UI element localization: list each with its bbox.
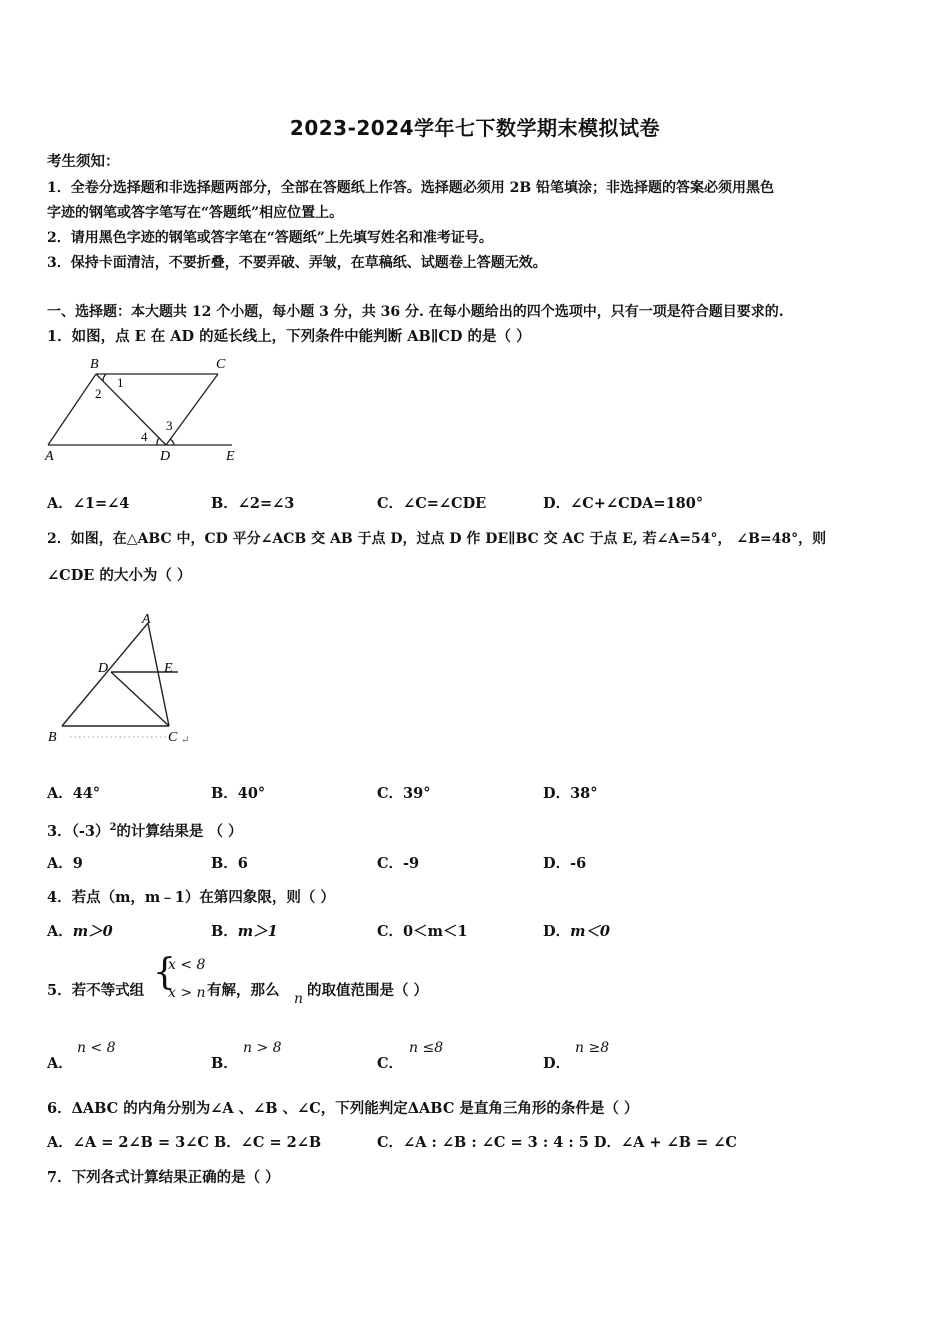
notice-line-2: 2．请用黑色字迹的钢笔或答字笔在“答题纸”上先填写姓名和准考证号。 [47, 230, 493, 246]
q6-stem: 6．ΔABC 的内角分别为∠A 、∠B 、∠C，下列能判定ΔABC 是直角三角形的条件是（ ） [47, 1100, 639, 1117]
q4-option-c [377, 922, 468, 942]
label-angle-4: 4 [141, 429, 148, 444]
q3-stem-a: 3．（-3） [47, 822, 110, 840]
notice-heading: 考生须知： [47, 153, 120, 170]
q1-option-c: C．∠C=∠CDE [377, 495, 487, 512]
label-angle-2: 2 [95, 386, 102, 401]
q6-options-cd: C．∠A : ∠B : ∠C = 3 : 4 : 5 D．∠A + ∠B = ∠C [377, 1134, 737, 1151]
q6-options-ab: A．∠A = 2∠B = 3∠C B．∠C = 2∠B [47, 1134, 322, 1151]
label-B: B [48, 730, 57, 745]
q5-brace: { [153, 952, 176, 993]
q1-option-a: A．∠1=∠4 [47, 495, 130, 512]
q2-stem-1: 2．如图，在△ABC 中，CD 平分∠ACB 交 AB 于点 D，过点 D 作 DE∥BC 交 AC 于点 E, 若∠A=54°， ∠B=48°，则 [47, 531, 827, 547]
angle-arc-1 [103, 374, 106, 381]
q1-stem: 1．如图，点 E 在 AD 的延长线上，下列条件中能判断 AB∥CD 的是（ ） [47, 328, 531, 345]
q1-figure [40, 352, 250, 467]
q3-stem-b: 的计算结果是 （ ） [116, 822, 243, 840]
q5-option-c-letter: C． [377, 1055, 404, 1072]
section-heading: 一、选择题：本大题共 12 个小题，每小题 3 分，共 36 分. 在每小题给出的四个选项中，只有一项是符合题目要求的. [47, 304, 784, 320]
label-E: E [226, 449, 235, 464]
q4-option-b [211, 922, 278, 942]
line-AB [48, 374, 96, 445]
q4-option-c-value: 0＜m＜1 [403, 923, 468, 940]
label-A: A [142, 612, 151, 627]
q4-option-c-letter: C． [377, 923, 404, 940]
q5-option-c-value: n ≤8 [409, 1040, 444, 1056]
q3-exponent: 2 [109, 822, 117, 833]
label-D: D [160, 449, 171, 464]
q5-option-b-letter: B． [211, 1055, 238, 1072]
q3-option-b: B．6 [211, 855, 248, 872]
angle-arc-3 [170, 439, 174, 445]
q5-inequality-2: x > n [168, 985, 206, 1001]
q3-stem [47, 818, 243, 842]
q4-option-d-letter: D． [543, 923, 571, 940]
label-angle-3: 3 [166, 418, 173, 433]
q5-variable-n: n [294, 991, 304, 1007]
q1-option-d: D．∠C+∠CDA=180° [543, 495, 704, 512]
q5-option-b-value: n > 8 [243, 1040, 282, 1056]
q2-option-b: B．40° [211, 785, 266, 802]
angle-arc-4 [157, 438, 159, 445]
q4-option-d-value: m＜0 [570, 923, 611, 940]
q3-option-a: A．9 [47, 855, 83, 872]
label-C: C [168, 730, 178, 745]
q5-option-a-value: n < 8 [77, 1040, 116, 1056]
label-D: D [98, 661, 109, 676]
return-mark: ↵ [181, 735, 190, 746]
q5-option-a-letter: A． [47, 1055, 73, 1072]
label-C: C [216, 357, 226, 372]
q4-option-a-letter: A． [47, 923, 73, 940]
q2-option-d: D．38° [543, 785, 598, 802]
q4-option-d [543, 922, 610, 942]
q3-option-c: C．-9 [377, 855, 420, 872]
q4-option-a [47, 922, 113, 942]
label-A: A [45, 449, 54, 464]
q2-figure [40, 605, 210, 750]
q5-inequality-1: x < 8 [168, 957, 206, 973]
notice-line-3: 3．保持卡面清洁，不要折叠，不要弄破、弄皱，在草稿纸、试题卷上答题无效。 [47, 255, 547, 271]
q4-option-b-letter: B． [211, 923, 238, 940]
label-angle-1: 1 [117, 375, 124, 390]
q5-stem-mid: 有解，那么 [207, 982, 280, 999]
q4-option-a-value: m＞0 [72, 923, 113, 940]
q7-stem: 7．下列各式计算结果正确的是（ ） [47, 1169, 280, 1186]
q2-stem-2: ∠CDE 的大小为（ ） [47, 567, 192, 584]
q5-stem-post: 的取值范围是（ ） [307, 982, 429, 999]
q4-option-b-value: m＞1 [237, 923, 278, 940]
notice-line-1a: 1．全卷分选择题和非选择题两部分，全部在答题纸上作答。选择题必须用 2B 铅笔填涂；非选择题的答案必须用黑色 [47, 180, 775, 196]
q4-stem: 4．若点（m，m﹣1）在第四象限，则（ ） [47, 889, 335, 906]
line-BD [96, 374, 166, 445]
q2-option-a: A．44° [47, 785, 101, 802]
q5-option-d-letter: D． [543, 1055, 571, 1072]
line-CD [166, 374, 218, 445]
q5-option-d-value: n ≥8 [575, 1040, 610, 1056]
page-title: 2023-2024学年七下数学期末模拟试卷 [289, 116, 661, 140]
q1-option-b: B．∠2=∠3 [211, 495, 295, 512]
label-E: E [164, 661, 173, 676]
q5-stem-pre: 5．若不等式组 [47, 982, 145, 999]
q2-option-c: C．39° [377, 785, 431, 802]
label-B: B [90, 357, 99, 372]
q3-option-d: D．-6 [543, 855, 587, 872]
notice-line-1b: 字迹的钢笔或答字笔写在“答题纸”相应位置上。 [47, 205, 344, 221]
